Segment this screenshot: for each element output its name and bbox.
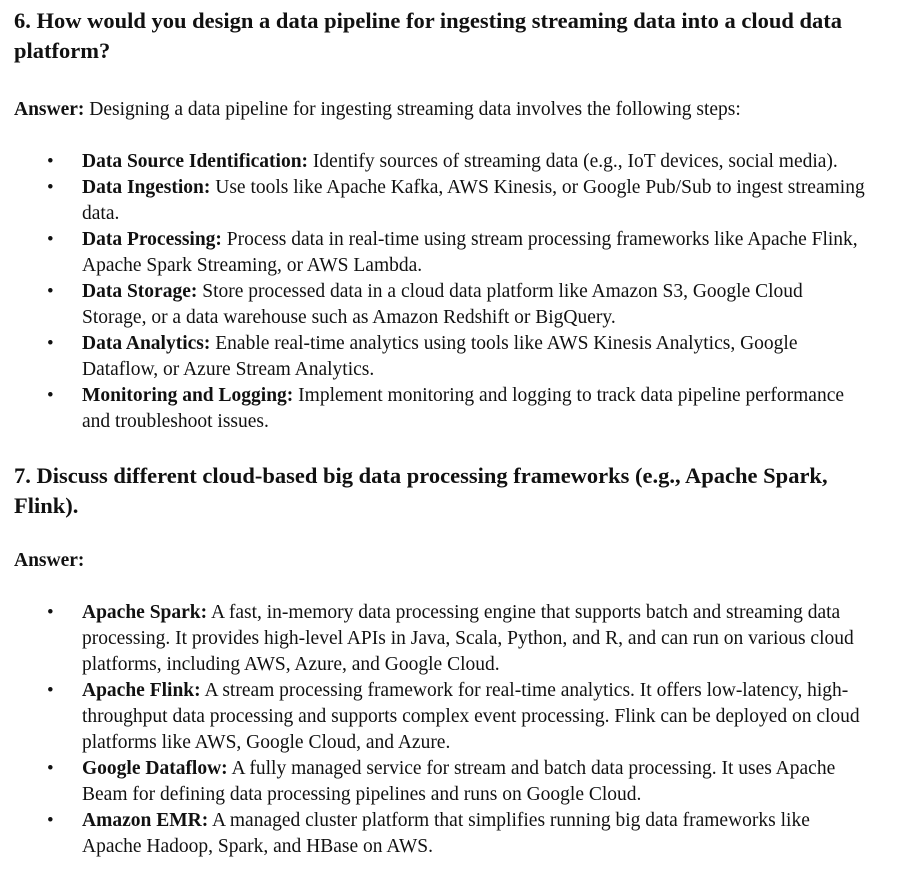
bullet-text: Store processed data in a cloud data platform like Amazon S3, Google Cloud Storage, or a data warehouse such as Amazon Redshift or BigQuery. — [82, 281, 803, 328]
bullet-icon: • — [47, 810, 54, 831]
list-item — [14, 149, 872, 175]
bullet-term: Google Dataflow: — [82, 758, 228, 779]
bullet-icon: • — [47, 229, 54, 250]
bullet-text: A stream processing framework for real-time analytics. It offers low-latency, high-throughput data processing and supports complex event processing. Flink can be deployed on cloud platforms like AWS, Google Cloud, and Azure. — [82, 680, 860, 753]
list-item — [14, 175, 872, 227]
answer-label: Answer: — [14, 99, 85, 120]
bullet-text: A fast, in-memory data processing engine that supports batch and streaming data processing. It provides high-level APIs in Java, Scala, Python, and R, and can run on various cloud platforms, including AWS, Azure, and Google Cloud. — [82, 602, 854, 675]
bullet-text: Identify sources of streaming data (e.g., IoT devices, social media). — [308, 151, 838, 172]
list-item — [14, 331, 872, 383]
bullet-text: Implement monitoring and logging to track data pipeline performance and troubleshoot issues. — [82, 385, 845, 432]
question-7-bullet-list — [14, 600, 917, 860]
bullet-icon: • — [47, 680, 54, 701]
bullet-icon: • — [47, 151, 54, 172]
bullet-text: A managed cluster platform that simplifies running big data frameworks like Apache Hadoop, Spark, and HBase on AWS. — [82, 810, 810, 857]
bullet-term: Apache Spark: — [82, 602, 208, 623]
bullet-term: Data Storage: — [82, 281, 198, 302]
bullet-text: Enable real-time analytics using tools like AWS Kinesis Analytics, Google Dataflow, or Azure Stream Analytics. — [82, 333, 798, 380]
bullet-term: Data Source Identification: — [82, 151, 309, 172]
bullet-text: Process data in real-time using stream processing frameworks like Apache Flink, Apache Spark Streaming, or AWS Lambda. — [82, 229, 858, 276]
answer-intro-text: Designing a data pipeline for ingesting streaming data involves the following steps: — [84, 99, 741, 120]
list-item — [14, 227, 872, 279]
list-item — [14, 678, 872, 756]
bullet-icon: • — [47, 177, 54, 198]
bullet-term: Monitoring and Logging: — [82, 385, 294, 406]
bullet-icon: • — [47, 333, 54, 354]
bullet-term: Data Ingestion: — [82, 177, 211, 198]
list-item — [14, 279, 872, 331]
bullet-icon: • — [47, 602, 54, 623]
question-7-answer-intro — [14, 548, 917, 574]
question-6-answer-intro — [14, 97, 917, 123]
bullet-icon: • — [47, 385, 54, 406]
bullet-term: Amazon EMR: — [82, 810, 209, 831]
bullet-term: Data Analytics: — [82, 333, 211, 354]
answer-label: Answer: — [14, 550, 85, 571]
list-item — [14, 808, 872, 860]
list-item — [14, 756, 872, 808]
list-item — [14, 600, 872, 678]
question-6-bullet-list — [14, 149, 917, 435]
question-6-heading: 6. How would you design a data pipeline for ingesting streaming data into a cloud data platform? — [14, 8, 843, 63]
bullet-term: Data Processing: — [82, 229, 222, 250]
question-7-heading: 7. Discuss different cloud-based big data processing frameworks (e.g., Apache Spark, Flink). — [14, 463, 828, 518]
bullet-term: Apache Flink: — [82, 680, 201, 701]
bullet-icon: • — [47, 758, 54, 779]
bullet-text: A fully managed service for stream and batch data processing. It uses Apache Beam for defining data processing pipelines and runs on Google Cloud. — [82, 758, 836, 805]
bullet-text: Use tools like Apache Kafka, AWS Kinesis, or Google Pub/Sub to ingest streaming data. — [82, 177, 865, 224]
bullet-icon: • — [47, 281, 54, 302]
list-item — [14, 383, 872, 435]
